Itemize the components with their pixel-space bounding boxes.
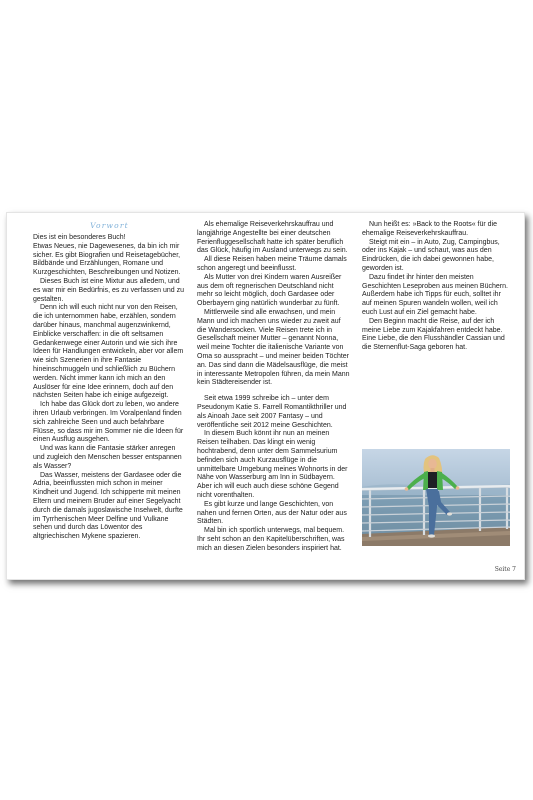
paragraph: Dieses Buch ist eine Mixtur aus alledem, und es war mir ein Bedürfnis, es zu verfassen und zu gestalten. <box>33 277 184 303</box>
paragraph: All diese Reisen haben meine Träume damals schon angeregt und beeinflusst. <box>197 256 347 272</box>
paragraph: Den Beginn macht die Reise, auf der ich meine Liebe zum Kajakfahren entdeckt habe. Eine Liebe, die den Flusshändler Cassian und die Sternenflut-Saga geboren hat. <box>362 317 505 352</box>
paragraph: In diesem Buch könnt ihr nun an meinen Reisen teilhaben. Das klingt ein wenig hochtrabend, denn unter dem Sammelsurium befinden sich auch Kurzausflüge in die unmittelbare Umgebung meines Wohnorts in der Nähe von Wasserburg am Inn in Südbayern. Aber ich will euch auch diese schöne Gegend nicht vorenthalten. <box>197 430 348 499</box>
author-photo <box>362 449 510 546</box>
paragraph: Mal bin ich sportlich unterwegs, mal bequem. Ihr seht schon an den Kapitelüberschriften, was mich an diesen Zielen besonders inspiriert hat. <box>197 527 345 552</box>
paragraph: Seit etwa 1999 schreibe ich – unter dem Pseudonym Katie S. Farrell Romantikthriller und als Ainoah Jace seit 2007 Fantasy – und veröffentliche seit 2012 meine Geschichten. <box>197 395 347 429</box>
paragraph: Etwas Neues, nie Dagewesenes, da bin ich mir sicher. Es gibt Biografien und Reisetagebücher, Bildbände und Erzählungen, Romane und Kurzgeschichten, Beschreibungen und Notizen. <box>33 242 181 277</box>
text-column-left <box>33 221 186 542</box>
paragraph: Als ehemalige Reiseverkehrskauffrau und langjährige Angestellte bei einer deutschen Ferienfluggesellschaft hatte ich später beruflich das Glück, häufig im Ausland unterwegs zu sein. <box>197 221 348 255</box>
paragraph: Nun heißt es: »Back to the Roots« für die ehemalige Reiseverkehrskauffrau. <box>362 221 498 237</box>
book-page <box>6 212 525 580</box>
paragraph: Steigt mit ein – in Auto, Zug, Campingbus, oder ins Kajak – und schaut, was aus den Eindrücken, die ich dabei gewonnen habe, geworden ist. <box>362 238 500 272</box>
paragraph: Und was kann die Fantasie stärker anregen und zugleich den Menschen besser entspannen als Wasser? <box>33 445 182 470</box>
paragraph: Dies ist ein besonderes Buch! <box>33 234 126 241</box>
author-photo-illustration <box>362 449 510 546</box>
paragraph: Ich habe das Glück dort zu leben, wo andere ihren Urlaub verbringen. Im Voralpenland finden sich zahlreiche Seen und auch befahrbare Flüsse, so dass mir im Sommer nie die Ideen für einen Ausflug ausgehen. <box>33 401 184 444</box>
paragraph: Mittlerweile sind alle erwachsen, und mein Mann und ich machen uns wieder zu zweit auf die Wandersocken. Viele Reisen trete ich in Gesellschaft meiner Mutter – genannt Nonna, weil meine Tochter die italienische Variante von Oma so ausspracht – und meiner beiden Töchter an. Das sind dann die Mädelsausflüge, die meist in interessante Metropolen führen, da mein Mann kein Städtereisender ist. <box>197 308 350 387</box>
paragraph: Dazu findet ihr hinter den meisten Geschichten Leseproben aus meinen Büchern. Außerdem habe ich Tipps für euch, solltet ihr auf meinen Spuren wandeln wollen, weil ich euch Lust auf ein Ziel gemacht habe. <box>362 273 508 316</box>
text-column-right <box>362 221 512 353</box>
foreword-heading: Vorwort <box>90 221 129 230</box>
paragraph: Es gibt kurze und lange Geschichten, von nahen und fernen Orten, aus der Natur oder aus Städten. <box>197 500 347 526</box>
page-number: Seite 7 <box>494 566 516 573</box>
text-column-middle <box>197 221 350 553</box>
paragraph: Denn ich will euch nicht nur von den Reisen, die ich unternommen habe, erzählen, sondern darüber hinaus, manchmal augenzwinkernd, Einblicke verschaffen: in die oft seltsamen Gedankenwege einer Autorin und wie sich ihre Ideen für Handlungen entwickeln, aber vor allem wie sich Szenerien in ihre Fantasie hineinschmuggeln und schließlich zu Büchern werden. Nicht immer kann ich mich an den Auslöser für eine Idee erinnern, doch auf den nächsten Seiten habe ich einige aufgezeigt. <box>33 304 184 400</box>
paragraph: Das Wasser, meistens der Gardasee oder die Adria, beeinflussten mich schon in meiner Kindheit und Jugend. Ich schipperte mit meinen Eltern und meinem Bruder auf einer Segelyacht durch die damals jugoslawische Inselwelt, durfte im Tyrrhenischen Meer Delfine und Vulkane sehen und durch das Löwentor des altgriechischen Mykene spazieren. <box>33 471 183 541</box>
paragraph: Als Mutter von drei Kindern waren Ausreißer aus dem oft regnerischen Deutschland nicht mehr so leicht möglich, doch Gardasee oder Oberbayern ging natürlich wunderbar zu fünft. <box>197 273 342 308</box>
